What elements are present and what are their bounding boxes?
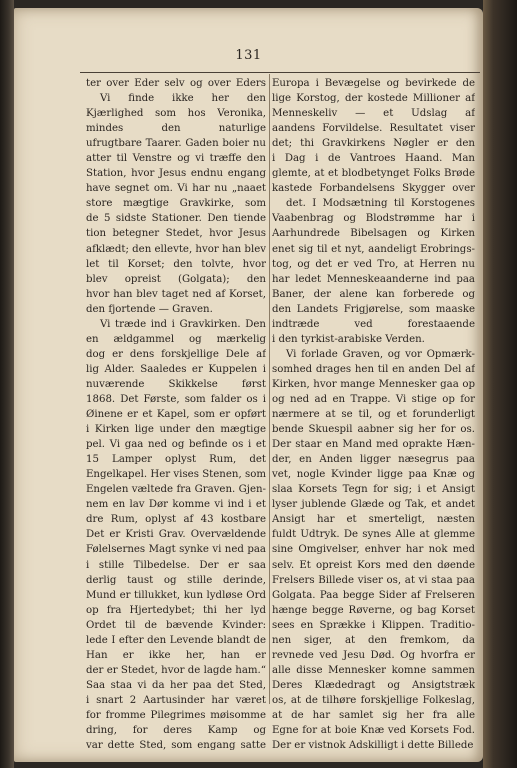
text-line: glemte, at et blodbetynget Folks Brøde xyxy=(272,168,475,180)
text-line: Golgata. Paa begge Sider af Frelseren xyxy=(272,589,475,601)
book-page xyxy=(14,8,483,762)
text-line: revnede ved Jesu Død. Og hvorfra er xyxy=(272,649,475,661)
text-line: Følelsernes Magt synke vi ned paa xyxy=(86,544,266,556)
text-line: sees en Sprække i Klippen. Traditio- xyxy=(272,619,475,631)
text-line: 15 Lamper oplyst Rum, det xyxy=(86,454,266,466)
text-line: det; thi Gravkirkens Nøgler er den xyxy=(272,138,475,150)
text-line: afklædt; den ellevte, hvor han blev xyxy=(86,243,266,255)
text-line: Kjærlighed som hos Veronika, xyxy=(86,108,266,120)
text-line: let til Korset; den tolvte, hvor xyxy=(86,258,266,270)
text-line: Saa staa vi da her paa det Sted, xyxy=(86,679,266,691)
text-line: Deres Klædedragt og Ansigtstræk xyxy=(272,679,475,691)
right-column xyxy=(272,76,475,753)
left-column xyxy=(86,76,266,753)
text-line: i den tyrkist-arabiske Verden. xyxy=(272,333,425,345)
text-line: Det er Kristi Grav. Overvældende xyxy=(86,529,266,541)
text-line: Frelsers Billede viser os, at vi staa paa xyxy=(272,574,475,586)
text-line: ter over Eder selv og over Eders xyxy=(86,78,266,89)
text-line: Vaabenbrag og Blodstrømme har i xyxy=(272,213,475,225)
text-line: den fjortende — Graven. xyxy=(86,303,213,315)
text-line: en ældgammel og mærkelig xyxy=(86,333,266,345)
text-line: lig Alder. Saaledes er Kuppelen i xyxy=(86,363,266,375)
text-line: Vi træde ind i Gravkirken. Den xyxy=(100,318,266,330)
text-line: nen siger, at den fremkom, da xyxy=(272,634,475,646)
text-line: pel. Vi gaa ned og befinde os i et xyxy=(86,439,266,451)
text-line: vet, nogle Kvinder ligge paa Knæ og xyxy=(272,469,475,481)
text-line: tion betegner Stedet, hvor Jesus xyxy=(86,228,266,240)
text-line: hvor han blev taget ned af Korset, xyxy=(86,288,266,300)
text-line: Kirken, hvor mange Mennesker gaa op xyxy=(272,378,475,390)
text-line: kastede Forbandelsens Skygger over xyxy=(272,183,475,195)
text-line: store mægtige Gravkirke, som xyxy=(86,198,266,210)
text-line: Øinene er et Kapel, som er opført xyxy=(86,409,266,421)
text-line: have segnet om. Vi har nu „naaet xyxy=(86,183,266,195)
text-line: Der er vistnok Adskilligt i dette Billede xyxy=(272,740,474,752)
text-line: Baner, der alene kan forberede og xyxy=(272,288,475,300)
text-line: enet sig til et nyt, aandeligt Erobrings- xyxy=(272,243,475,255)
text-line: Aarhundrede Bibelsagen og Kirken xyxy=(272,228,475,240)
text-line: op fra Hjertedybet; thi her lyd xyxy=(86,604,266,616)
text-line: Der staar en Mand med oprakte Hæn- xyxy=(272,439,475,451)
text-line: nærmere at se til, og et forunderligt xyxy=(272,409,475,421)
text-line: og ned ad en Trappe. Vi stige op for xyxy=(272,393,475,405)
text-line: fuldt Udtryk. De synes Alle at glemme xyxy=(272,529,475,541)
text-line: lige Korstog, der kostede Millioner af xyxy=(272,93,475,105)
text-line: var dette Sted, som engang satte xyxy=(86,740,266,752)
text-line: derlig taust og stille derinde, xyxy=(86,574,266,586)
text-line: blev opreist (Golgata); den xyxy=(86,273,266,285)
book-spine-left xyxy=(0,0,14,768)
text-line: nem en lav Dør komme vi ind i et xyxy=(86,499,266,511)
text-line: selv. Et opreist Kors med den døende xyxy=(272,559,475,571)
text-line: der er Stedet, hvor de lagde ham.“ xyxy=(86,664,266,676)
text-line: i stille Tilbedelse. Der er saa xyxy=(86,559,266,571)
text-line: Han er ikke her, han er xyxy=(86,649,266,661)
text-line: Ordet til de bævende Kvinder: xyxy=(86,619,266,631)
text-line: mindes den naturlige xyxy=(86,123,266,135)
text-line: dring, for deres Kamp og xyxy=(86,725,266,737)
text-line: Engelen væltede fra Graven. Gjen- xyxy=(86,484,266,496)
text-line: Ansigt har et smerteligt, næsten xyxy=(272,514,475,526)
text-line: somhed drages hen til en anden Del af xyxy=(272,363,475,375)
text-line: tog, og det er ved Tro, at Herren nu xyxy=(272,258,475,270)
column-divider xyxy=(269,74,270,704)
text-line: lyser jublende Glæde og Tak, et andet xyxy=(272,499,475,511)
text-line: den Landets Frigjørelse, som maaske xyxy=(272,303,475,315)
text-line: i snart 2 Aartusinder har været xyxy=(86,694,266,706)
page-number: 131 xyxy=(235,48,262,63)
text-line: Vi finde ikke her den xyxy=(100,93,266,105)
text-line: at de har samlet sig her fra alle xyxy=(272,709,475,721)
text-line: 1868. Det Første, som falder os i xyxy=(86,393,266,405)
text-line: dre Rum, oplyst af 43 kostbare xyxy=(86,514,266,526)
text-line: ufrugtbare Taarer. Gaden boier nu xyxy=(86,138,266,150)
text-line: for fromme Pilegrimes møisomme xyxy=(86,709,266,721)
text-line: har ledet Menneskeaanderne ind paa xyxy=(272,273,475,285)
text-line: det. I Modsætning til Korstogenes xyxy=(286,198,475,210)
text-line: Engelkapel. Her vises Stenen, som xyxy=(86,469,266,481)
text-line: de 5 sidste Stationer. Den tiende xyxy=(86,213,266,225)
text-line: dog er dens forskjellige Dele af xyxy=(86,348,266,360)
text-line: Vi forlade Graven, og vor Opmærk- xyxy=(286,348,475,360)
text-line: nuværende Skikkelse først xyxy=(86,378,266,390)
text-line: Europa i Bevægelse og bevirkede de xyxy=(272,78,475,89)
text-line: sine Omgivelser, enhver har nok med xyxy=(272,544,475,556)
text-line: slaa Korsets Tegn for sig; i et Ansigt xyxy=(272,484,475,496)
text-line: Station, hvor Jesus endnu engang xyxy=(86,168,266,180)
text-line: indtræde ved forestaaende xyxy=(272,318,475,330)
text-line: aandens Forvildelse. Resultatet viser xyxy=(272,123,475,135)
text-line: Mund er tillukket, kun lydløse Ord xyxy=(86,589,266,601)
book-edge-right xyxy=(483,0,517,768)
text-line: bende Skuespil aabner sig her for os. xyxy=(272,424,475,436)
text-line: i Kirken lige under den mægtige xyxy=(86,424,266,436)
text-line: atter til Venstre og vi træffe den xyxy=(86,153,266,165)
text-line: i Dag i de Vantroes Haand. Man xyxy=(272,153,475,165)
text-line: os, at de tilhøre forskjellige Folkeslag, xyxy=(272,694,475,706)
text-line: lede I efter den Levende blandt de xyxy=(86,634,266,646)
header-rule xyxy=(80,72,480,73)
text-line: hænge begge Røverne, og bag Korset xyxy=(272,604,475,616)
text-line: alle disse Mennesker komne sammen xyxy=(272,664,475,676)
text-line: der, en Anden ligger næsegrus paa xyxy=(272,454,475,466)
text-line: Menneskeliv — et Udslag af xyxy=(272,108,475,120)
text-line: Egne for at boie Knæ ved Korsets Fod. xyxy=(272,725,475,737)
